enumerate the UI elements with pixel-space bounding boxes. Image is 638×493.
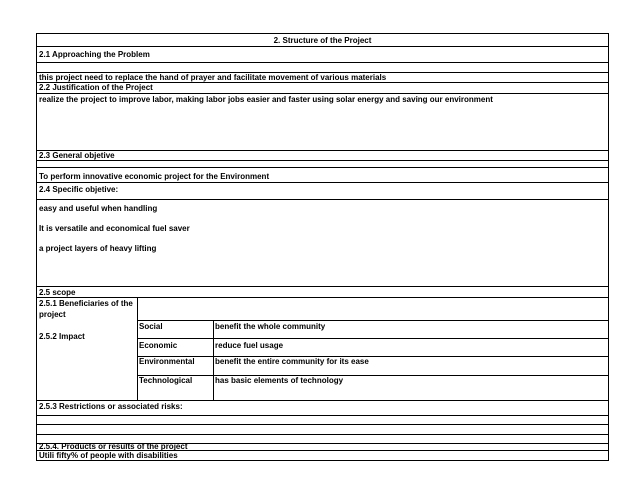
section-2-5-heading: 2.5 scope	[39, 288, 76, 297]
products-row	[37, 444, 608, 451]
impact-row-social	[137, 321, 608, 339]
section-2-5-heading-row	[37, 287, 608, 298]
section-2-4-items-row	[37, 200, 608, 287]
section-2-1-blank-row	[37, 63, 608, 73]
title-row	[37, 34, 608, 47]
impact-type: Technological	[139, 376, 193, 385]
products-text-row	[37, 451, 608, 460]
specific-objective-item: a project layers of heavy lifting	[39, 244, 157, 253]
section-2-2-heading-row	[37, 83, 608, 94]
restrictions-label: 2.5.3 Restrictions or associated risks:	[39, 402, 183, 411]
blank-row	[37, 425, 608, 435]
impact-type: Economic	[139, 341, 178, 350]
section-2-3-heading-row	[37, 151, 608, 161]
section-2-3-blank-row	[37, 161, 608, 168]
beneficiaries-label-line2: project	[39, 310, 66, 319]
section-2-1-text: this project need to replace the hand of prayer and facilitate movement of various materials	[39, 73, 387, 82]
section-2-2-text-row	[37, 94, 608, 151]
impact-row-economic	[137, 339, 608, 357]
project-structure-table	[36, 33, 609, 461]
beneficiaries-label-line1: 2.5.1 Beneficiaries of the	[39, 299, 133, 308]
specific-objective-item: It is versatile and economical fuel saver	[39, 224, 190, 233]
specific-objective-item: easy and useful when handling	[39, 204, 158, 213]
section-2-1-heading-row	[37, 47, 608, 63]
products-text: Utili fifty% of people with disabilities	[39, 451, 178, 460]
section-2-3-heading: 2.3 General objetive	[39, 151, 115, 160]
section-2-4-heading: 2.4 Specific objetive:	[39, 185, 119, 194]
divider	[213, 321, 214, 401]
impact-description: benefit the whole community	[215, 322, 326, 331]
section-2-3-text: To perform innovative economic project for the Environment	[39, 172, 270, 181]
section-2-4-heading-row	[37, 183, 608, 200]
impact-row-technological	[137, 376, 608, 401]
section-2-1-heading: 2.1 Approaching the Problem	[39, 50, 150, 59]
section-2-1-text-row	[37, 73, 608, 83]
beneficiaries-label-cell	[37, 298, 137, 321]
section-2-2-heading: 2.2 Justification of the Project	[39, 83, 153, 92]
divider	[137, 298, 138, 401]
impact-description: reduce fuel usage	[215, 341, 284, 350]
products-label: 2.5.4. Products or results of the project	[39, 442, 188, 451]
restrictions-row	[37, 401, 608, 416]
table-title: 2. Structure of the Project	[273, 36, 372, 45]
impact-label-cell	[37, 321, 137, 401]
impact-label: 2.5.2 Impact	[39, 332, 85, 341]
impact-type: Social	[139, 322, 163, 331]
blank-row	[37, 416, 608, 425]
section-2-2-text: realize the project to improve labor, making labor jobs easier and faster using solar energy and saving our environment	[39, 95, 493, 104]
impact-description: has basic elements of technology	[215, 376, 344, 385]
impact-description: benefit the entire community for its ease	[215, 357, 369, 366]
section-2-3-text-row	[37, 168, 608, 183]
impact-row-environmental	[137, 357, 608, 376]
impact-type: Environmental	[139, 357, 195, 366]
